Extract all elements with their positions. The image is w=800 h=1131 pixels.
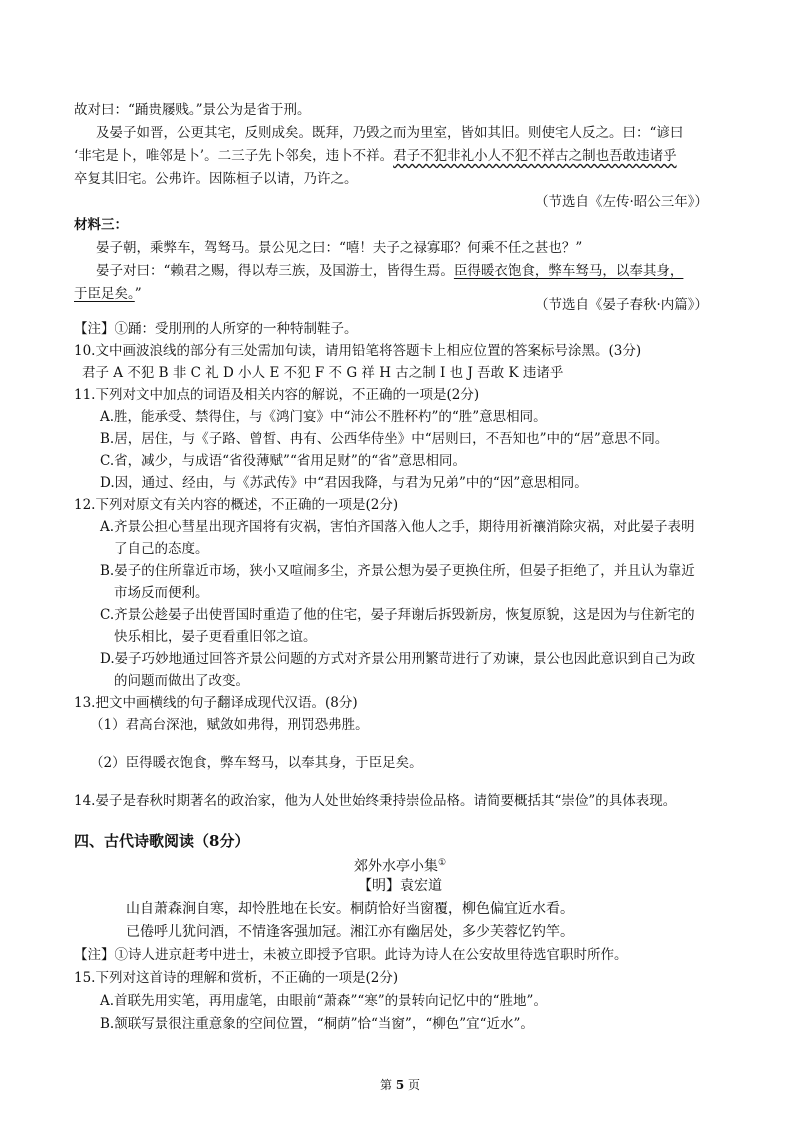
underlined-text: 臣得暖衣饱食，弊车驽马，以奉其身， xyxy=(453,263,684,279)
option-b: B.居，居住，与《子路、曾皙、冉有、公西华侍坐》中“居则曰，不吾知也”中的“居”意思不同。 xyxy=(100,431,669,447)
passage-line: 及晏子如晋，公更其宅，反则成矣。既拜，乃毁之而为里室，皆如其旧。则使宅人反之。曰：“谚曰 xyxy=(96,125,684,141)
page-number xyxy=(0,1074,800,1097)
question-13-stem: 13.把文中画横线的句子翻译成现代汉语。(8分) xyxy=(74,695,358,711)
page-number-suffix: 页 xyxy=(408,1078,421,1092)
question-10-stem: 10.文中画波浪线的部分有三处需加句读，请用铅笔将答题卡上相应位置的答案标号涂黑。(3分) xyxy=(74,343,642,359)
option-d: D.晏子巧妙地通过回答齐景公问题的方式对齐景公用刑繁苛进行了劝谏，景公也因此意识到自己为政 xyxy=(100,651,696,667)
page-number-prefix: 第 xyxy=(379,1078,392,1092)
poem-line: 已倦呼儿犹问酒，不情逢客强加冠。湘江亦有幽居处，多少芙蓉忆钓竿。 xyxy=(126,924,574,940)
material-label: 材料三： xyxy=(74,217,128,233)
passage-line: 晏子朝，乘弊车，驾驽马。景公见之曰：“嘻！夫子之禄寡耶？何乘不任之甚也？” xyxy=(96,240,583,256)
passage-line xyxy=(74,145,677,168)
option-a: A.首联先用实笔，再用虚笔，由眼前“萧森”“寒”的景转向记忆中的“胜地”。 xyxy=(100,993,547,1009)
footnote-mark: ① xyxy=(437,858,447,868)
option-a-cont: 了自己的态度。 xyxy=(114,541,209,557)
passage-text: ‘非宅是卜，唯邻是卜’。二三子先卜邻矣，违卜不祥。 xyxy=(74,148,394,164)
passage-text: ” xyxy=(134,286,142,302)
section-heading: 四、古代诗歌阅读（8分） xyxy=(74,832,250,850)
wavy-underlined-text: 君子不犯非礼小人不犯不祥古之制也吾敢违诸乎 xyxy=(393,148,677,164)
option-b: B.颔联写景很注重意象的空间位置，“桐荫”恰“当窗”，“柳色”宜“近水”。 xyxy=(100,1016,534,1032)
poem-line: 山自萧森涧自寒，却怜胜地在长安。桐荫恰好当窗覆，柳色偏宜近水看。 xyxy=(126,901,574,917)
question-14-stem: 14.晏子是春秋时期著名的政治家，他为人处世始终秉持崇俭品格。请简要概括其“崇俭”的具体表现。 xyxy=(74,793,677,809)
sentence-2: （2）臣得暖衣饱食，弊车驽马，以奉其身，于臣足矣。 xyxy=(90,755,423,771)
option-c: C.齐景公趁晏子出使晋国时重造了他的住宅，晏子拜谢后拆毁新房，恢复原貌，这是因为与住新宅的 xyxy=(100,607,695,623)
passage-line xyxy=(96,260,683,283)
underlined-text: 于臣足矣。 xyxy=(74,286,135,302)
question-12-stem: 12.下列对原文有关内容的概述，不正确的一项是(2分) xyxy=(74,497,399,513)
option-a: A.胜，能承受、禁得住，与《鸿门宴》中“沛公不胜杯杓”的“胜”意思相同。 xyxy=(100,409,547,425)
passage-text: 晏子对曰：“赖君之赐，得以寿三族，及国游士，皆得生焉。 xyxy=(96,263,454,279)
note: 【注】①踊：受刖刑的人所穿的一种特制鞋子。 xyxy=(74,321,358,337)
option-d: D.因，通过、经由，与《苏武传》中“君因我降，与君为兄弟”中的“因”意思相同。 xyxy=(100,475,588,491)
passage-line: 卒复其旧宅。公弗许。因陈桓子以请，乃许之。 xyxy=(74,171,358,187)
option-b-cont: 市场反而便利。 xyxy=(114,585,209,601)
question-11-stem: 11.下列对文中加点的词语及相关内容的解说，不正确的一项是(2分) xyxy=(74,387,480,403)
page-number-value: 5 xyxy=(395,1078,405,1092)
option-a: A.齐景公担心彗星出现齐国将有灾祸，害怕齐国落入他人之手，期待用祈禳消除灾祸，对此晏子表明 xyxy=(100,519,695,535)
passage-source: （节选自《晏子春秋·内篇》） xyxy=(534,297,708,313)
passage-source: （节选自《左传·昭公三年》） xyxy=(534,194,708,210)
option-c-cont: 快乐相比，晏子更看重旧邻之谊。 xyxy=(114,629,317,645)
option-d-cont: 的问题而做出了改变。 xyxy=(114,673,249,689)
option-c: C.省，减少，与成语“省役薄赋”“省用足财”的“省”意思相同。 xyxy=(100,453,467,469)
question-10-options: 君子 A 不犯 B 非 C 礼 D 小人 E 不犯 F 不 G 祥 H 古之制 I 也 J 吾敢 K 违诸乎 xyxy=(82,365,564,381)
option-b: B.晏子的住所靠近市场，狭小又喧闹多尘，齐景公想为晏子更换住所，但晏子拒绝了，并且认为靠近 xyxy=(100,563,695,579)
poem-author: 【明】袁宏道 xyxy=(358,878,442,894)
passage-line: 故对曰：“踊贵屦贱。”景公为是省于刑。 xyxy=(74,102,311,118)
question-15-stem: 15.下列对这首诗的理解和赏析，不正确的一项是(2分) xyxy=(74,970,399,986)
poem-title-text: 郊外水亭小集 xyxy=(353,858,438,875)
poem-note: 【注】①诗人进京赶考中进士，未被立即授予官职。此诗为诗人在公安故里待选官职时所作。 xyxy=(74,947,628,963)
sentence-1: （1）君高台深池，赋敛如弗得，刑罚恐弗胜。 xyxy=(90,717,369,733)
